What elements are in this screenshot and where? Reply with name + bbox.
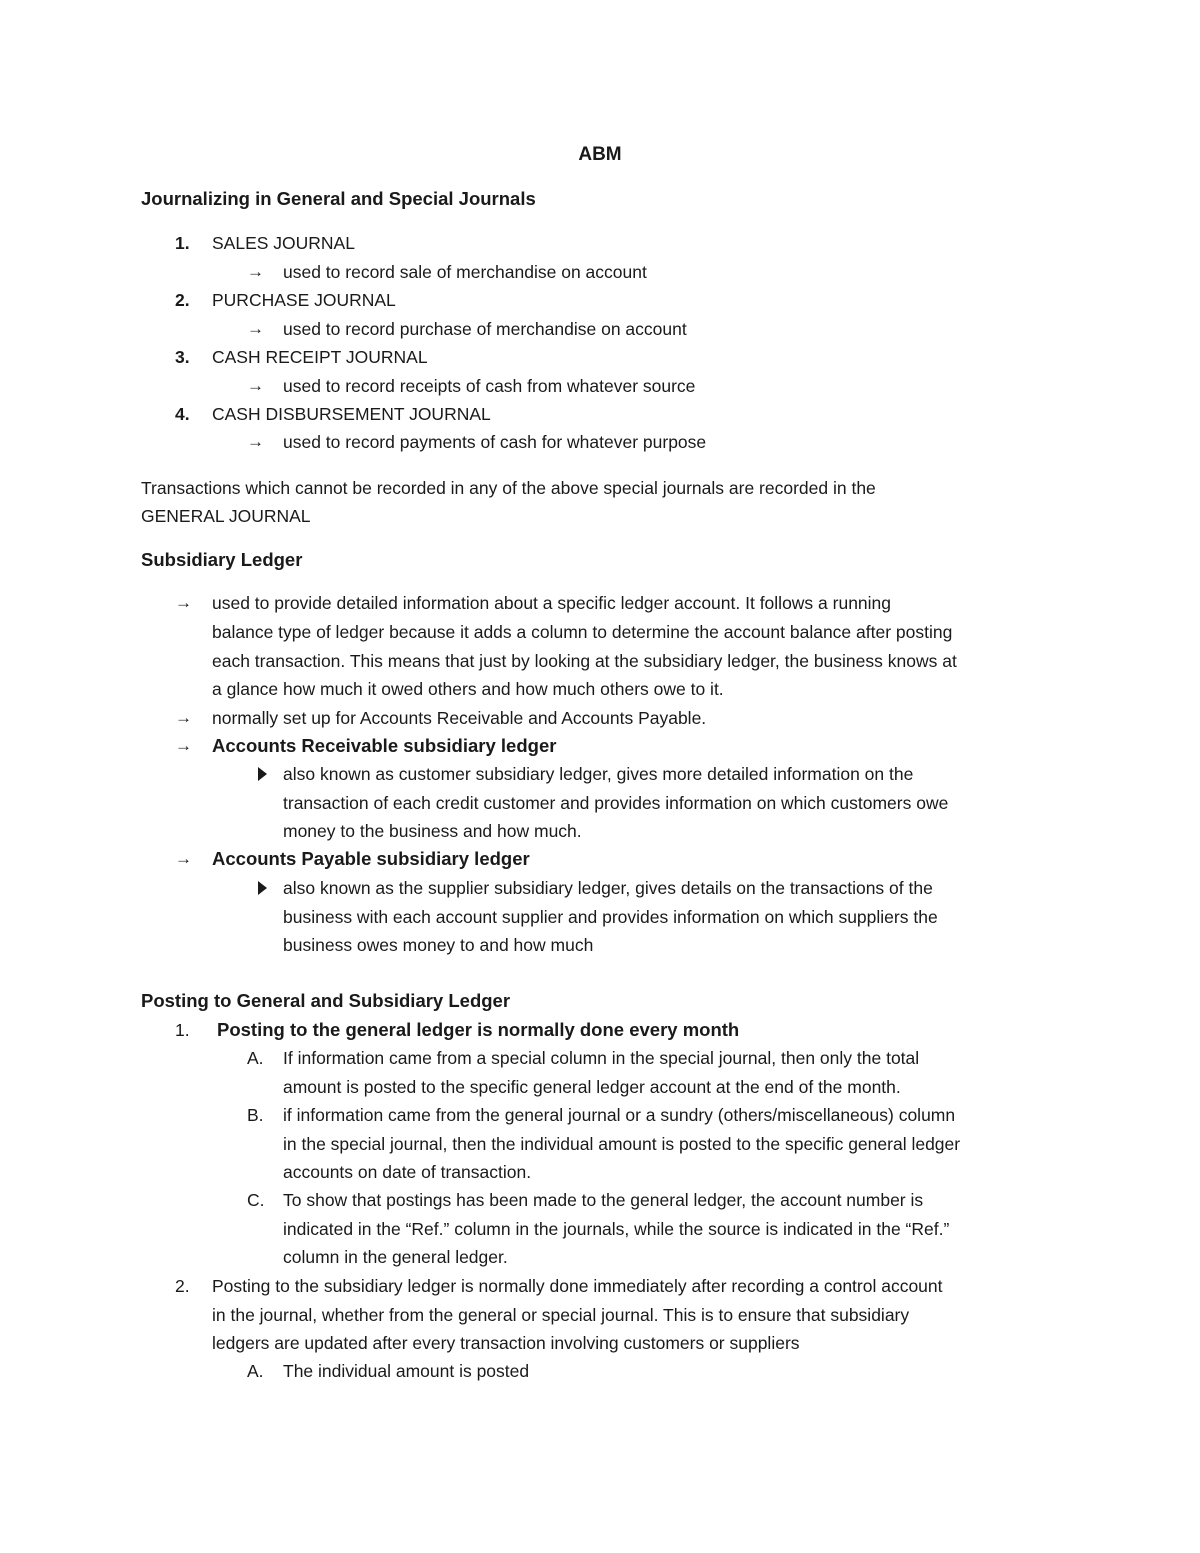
sub-text: accounts on date of transaction. — [283, 1162, 532, 1182]
sub-text: To show that postings has been made to the general ledger, the account number is — [283, 1190, 924, 1210]
posting-item-2-text: in the journal, whether from the general or special journal. This is to ensure that subsidiary — [212, 1305, 910, 1325]
arrow-right-icon: → — [247, 319, 264, 338]
sub-text: If information came from a special column in the special journal, then only the total — [283, 1048, 920, 1068]
sub-text: column in the general ledger. — [283, 1247, 508, 1267]
sub-text: if information came from the general journal or a sundry (others/miscellaneous) column — [283, 1105, 956, 1125]
triangle-bullet-icon — [258, 767, 267, 781]
ap-description: also known as the supplier subsidiary ledger, gives details on the transactions of the — [283, 878, 933, 898]
section-heading-journals: Journalizing in General and Special Journals — [141, 188, 536, 209]
ar-subsidiary-heading: Accounts Receivable subsidiary ledger — [212, 735, 557, 756]
posting-item-2-text: ledgers are updated after every transaction involving customers or suppliers — [212, 1333, 800, 1353]
sub-text: in the special journal, then the individual amount is posted to the specific general ledger — [283, 1134, 961, 1154]
ar-description: money to the business and how much. — [283, 821, 582, 841]
arrow-right-icon: → — [247, 432, 264, 451]
list-number: 2. — [175, 290, 190, 310]
sub-letter: B. — [247, 1105, 264, 1125]
list-number: 3. — [175, 347, 190, 367]
section-heading-posting: Posting to General and Subsidiary Ledger — [141, 990, 511, 1011]
list-number: 1. — [175, 233, 190, 253]
section-heading-subsidiary: Subsidiary Ledger — [141, 549, 303, 570]
list-number: 2. — [175, 1276, 190, 1296]
list-number: 1. — [175, 1020, 190, 1040]
arrow-right-icon: → — [175, 708, 192, 727]
bullet-text: each transaction. This means that just by looking at the subsidiary ledger, the business knows at — [212, 651, 957, 671]
sub-letter: C. — [247, 1190, 265, 1210]
journal-label: CASH RECEIPT JOURNAL — [212, 347, 428, 367]
journal-description: used to record sale of merchandise on account — [283, 262, 647, 282]
arrow-right-icon: → — [175, 849, 192, 868]
document-title: ABM — [578, 144, 622, 165]
sub-text: indicated in the “Ref.” column in the journals, while the source is indicated in the “Ref.” — [283, 1219, 950, 1239]
journal-description: used to record purchase of merchandise on account — [283, 319, 687, 339]
ar-description: transaction of each credit customer and provides information on which customers owe — [283, 793, 949, 813]
ap-description: business owes money to and how much — [283, 935, 594, 955]
journal-description: used to record payments of cash for whatever purpose — [283, 432, 707, 452]
sub-text: amount is posted to the specific general ledger account at the end of the month. — [283, 1077, 901, 1097]
journal-label: SALES JOURNAL — [212, 233, 355, 253]
ap-description: business with each account supplier and provides information on which suppliers the — [283, 907, 938, 927]
posting-item-1-title: Posting to the general ledger is normally done every month — [217, 1019, 740, 1040]
sub-text: The individual amount is posted — [283, 1361, 530, 1381]
triangle-bullet-icon — [258, 881, 267, 895]
posting-item-2-text: Posting to the subsidiary ledger is normally done immediately after recording a control account — [212, 1276, 943, 1296]
arrow-right-icon: → — [247, 262, 264, 281]
journal-description: used to record receipts of cash from whatever source — [283, 376, 696, 396]
bullet-text: a glance how much it owed others and how much others owe to it. — [212, 679, 724, 699]
journal-label: PURCHASE JOURNAL — [212, 290, 396, 310]
bullet-text: used to provide detailed information about a specific ledger account. It follows a running — [212, 593, 892, 613]
bullet-text: normally set up for Accounts Receivable and Accounts Payable. — [212, 708, 707, 728]
sub-letter: A. — [247, 1048, 264, 1068]
ap-subsidiary-heading: Accounts Payable subsidiary ledger — [212, 848, 530, 869]
sub-letter: A. — [247, 1361, 264, 1381]
note-line: GENERAL JOURNAL — [141, 506, 311, 526]
arrow-right-icon: → — [175, 593, 192, 612]
journal-label: CASH DISBURSEMENT JOURNAL — [212, 404, 491, 424]
arrow-right-icon: → — [247, 376, 264, 395]
list-number: 4. — [175, 404, 190, 424]
note-line: Transactions which cannot be recorded in any of the above special journals are recorded in the — [141, 478, 876, 498]
ar-description: also known as customer subsidiary ledger, gives more detailed information on the — [283, 764, 914, 784]
bullet-text: balance type of ledger because it adds a column to determine the account balance after posting — [212, 622, 953, 642]
arrow-right-icon: → — [175, 736, 192, 755]
